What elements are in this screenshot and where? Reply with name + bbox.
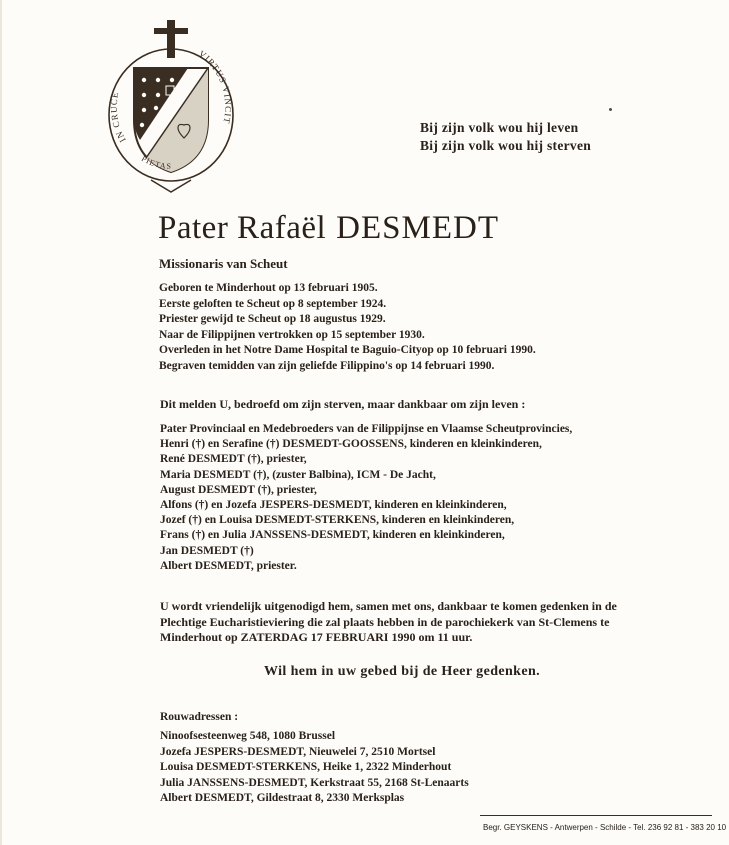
invitation-line: U wordt vriendelijk uitgenodigd hem, samen met ons, dankbaar te komen gedenken in de [160,599,617,613]
svg-text:VIRTUS VINCIT: VIRTUS VINCIT [196,48,234,126]
subtitle: Missionaris van Scheut [159,256,288,271]
coat-of-arms-icon [96,20,246,198]
announcement: Dit melden U, bedroefd om zijn sterven, maar dankbaar om zijn leven : [160,397,526,411]
deceased-name [158,210,499,247]
bio-line: Eerste geloften te Scheut op 8 september 1924. [159,297,387,310]
motto [420,119,591,155]
family-line: Frans (†) en Julia JANSSENS-DESMEDT, kinderen en kleinkinderen, [160,529,505,542]
motto-line: Bij zijn volk wou hij sterven [420,138,592,153]
print-speck [609,108,612,111]
svg-text:IN CRUCE: IN CRUCE [108,90,128,145]
family-line: Henri (†) en Serafine (†) DESMEDT-GOOSSENS, kinderen en kleinkinderen, [160,438,542,451]
bio-line: Priester gewijd te Scheut op 18 augustus 1929. [159,313,386,325]
invitation-line: Minderhout op ZATERDAG 17 FEBRUARI 1990 om 11 uur. [160,630,473,645]
address-line: Albert DESMEDT, Gildestraat 8, 2330 Merksplas [160,792,405,805]
prayer: Wil hem in uw gebed bij de Heer gedenken. [264,664,541,679]
family-line: August DESMEDT (†), priester, [160,483,317,496]
family-line: Pater Provinciaal en Medebroeders van de Filippijnse en Vlaamse Scheutprovincies, [160,423,573,435]
family-line: Alfons (†) en Jozefa JESPERS-DESMEDT, kinderen en kleinkinderen, [160,499,507,512]
family-line: Jan DESMEDT (†) [160,544,254,557]
family-line: René DESMEDT (†), priester, [160,453,307,466]
family-line: Albert DESMEDT, priester. [160,559,297,572]
address-line: Julia JANSSENS-DESMEDT, Kerkstraat 55, 2168 St-Lenaarts [160,776,469,789]
printer-credit: Begr. GEYSKENS - Antwerpen - Schilde - Tel. 236 92 81 - 383 20 10 [483,823,727,832]
svg-text:PIETAS: PIETAS [139,153,173,171]
bio-line: Overleden in het Notre Dame Hospital te Baguio-Cityop op 10 februari 1990. [159,344,536,356]
address-line: Jozefa JESPERS-DESMEDT, Nieuwelei 7, 2510 Mortsel [160,745,436,758]
family-line: Maria DESMEDT (†), (zuster Balbina), ICM - De Jacht, [160,468,436,481]
invitation [160,599,660,646]
bio-line: Begraven temidden van zijn geliefde Filippino's op 14 februari 1990. [159,359,495,372]
motto-line: Bij zijn volk wou hij leven [420,120,579,135]
biography [159,281,536,374]
addresses-title: Rouwadressen : [160,711,239,723]
address-list [160,729,469,807]
address-line: Ninoofsesteenweg 548, 1080 Brussel [160,730,336,742]
bio-line: Geboren te Minderhout op 13 februari 1905. [159,282,378,294]
footer-divider [480,815,712,816]
address-line: Louisa DESMEDT-STERKENS, Heike 1, 2322 Minderhout [160,761,452,774]
name-first: Pater Rafaël [158,210,327,246]
name-last: DESMEDT [336,210,500,246]
invitation-line: Plechtige Eucharistieviering die zal plaats hebben in de parochiekerk van St-Clemens te [160,614,610,629]
bio-line: Naar de Filippijnen vertrokken op 15 september 1930. [159,328,425,341]
family-list [160,422,572,574]
family-line: Jozef (†) en Louisa DESMEDT-STERKENS, kinderen en kleinkinderen, [160,514,515,527]
